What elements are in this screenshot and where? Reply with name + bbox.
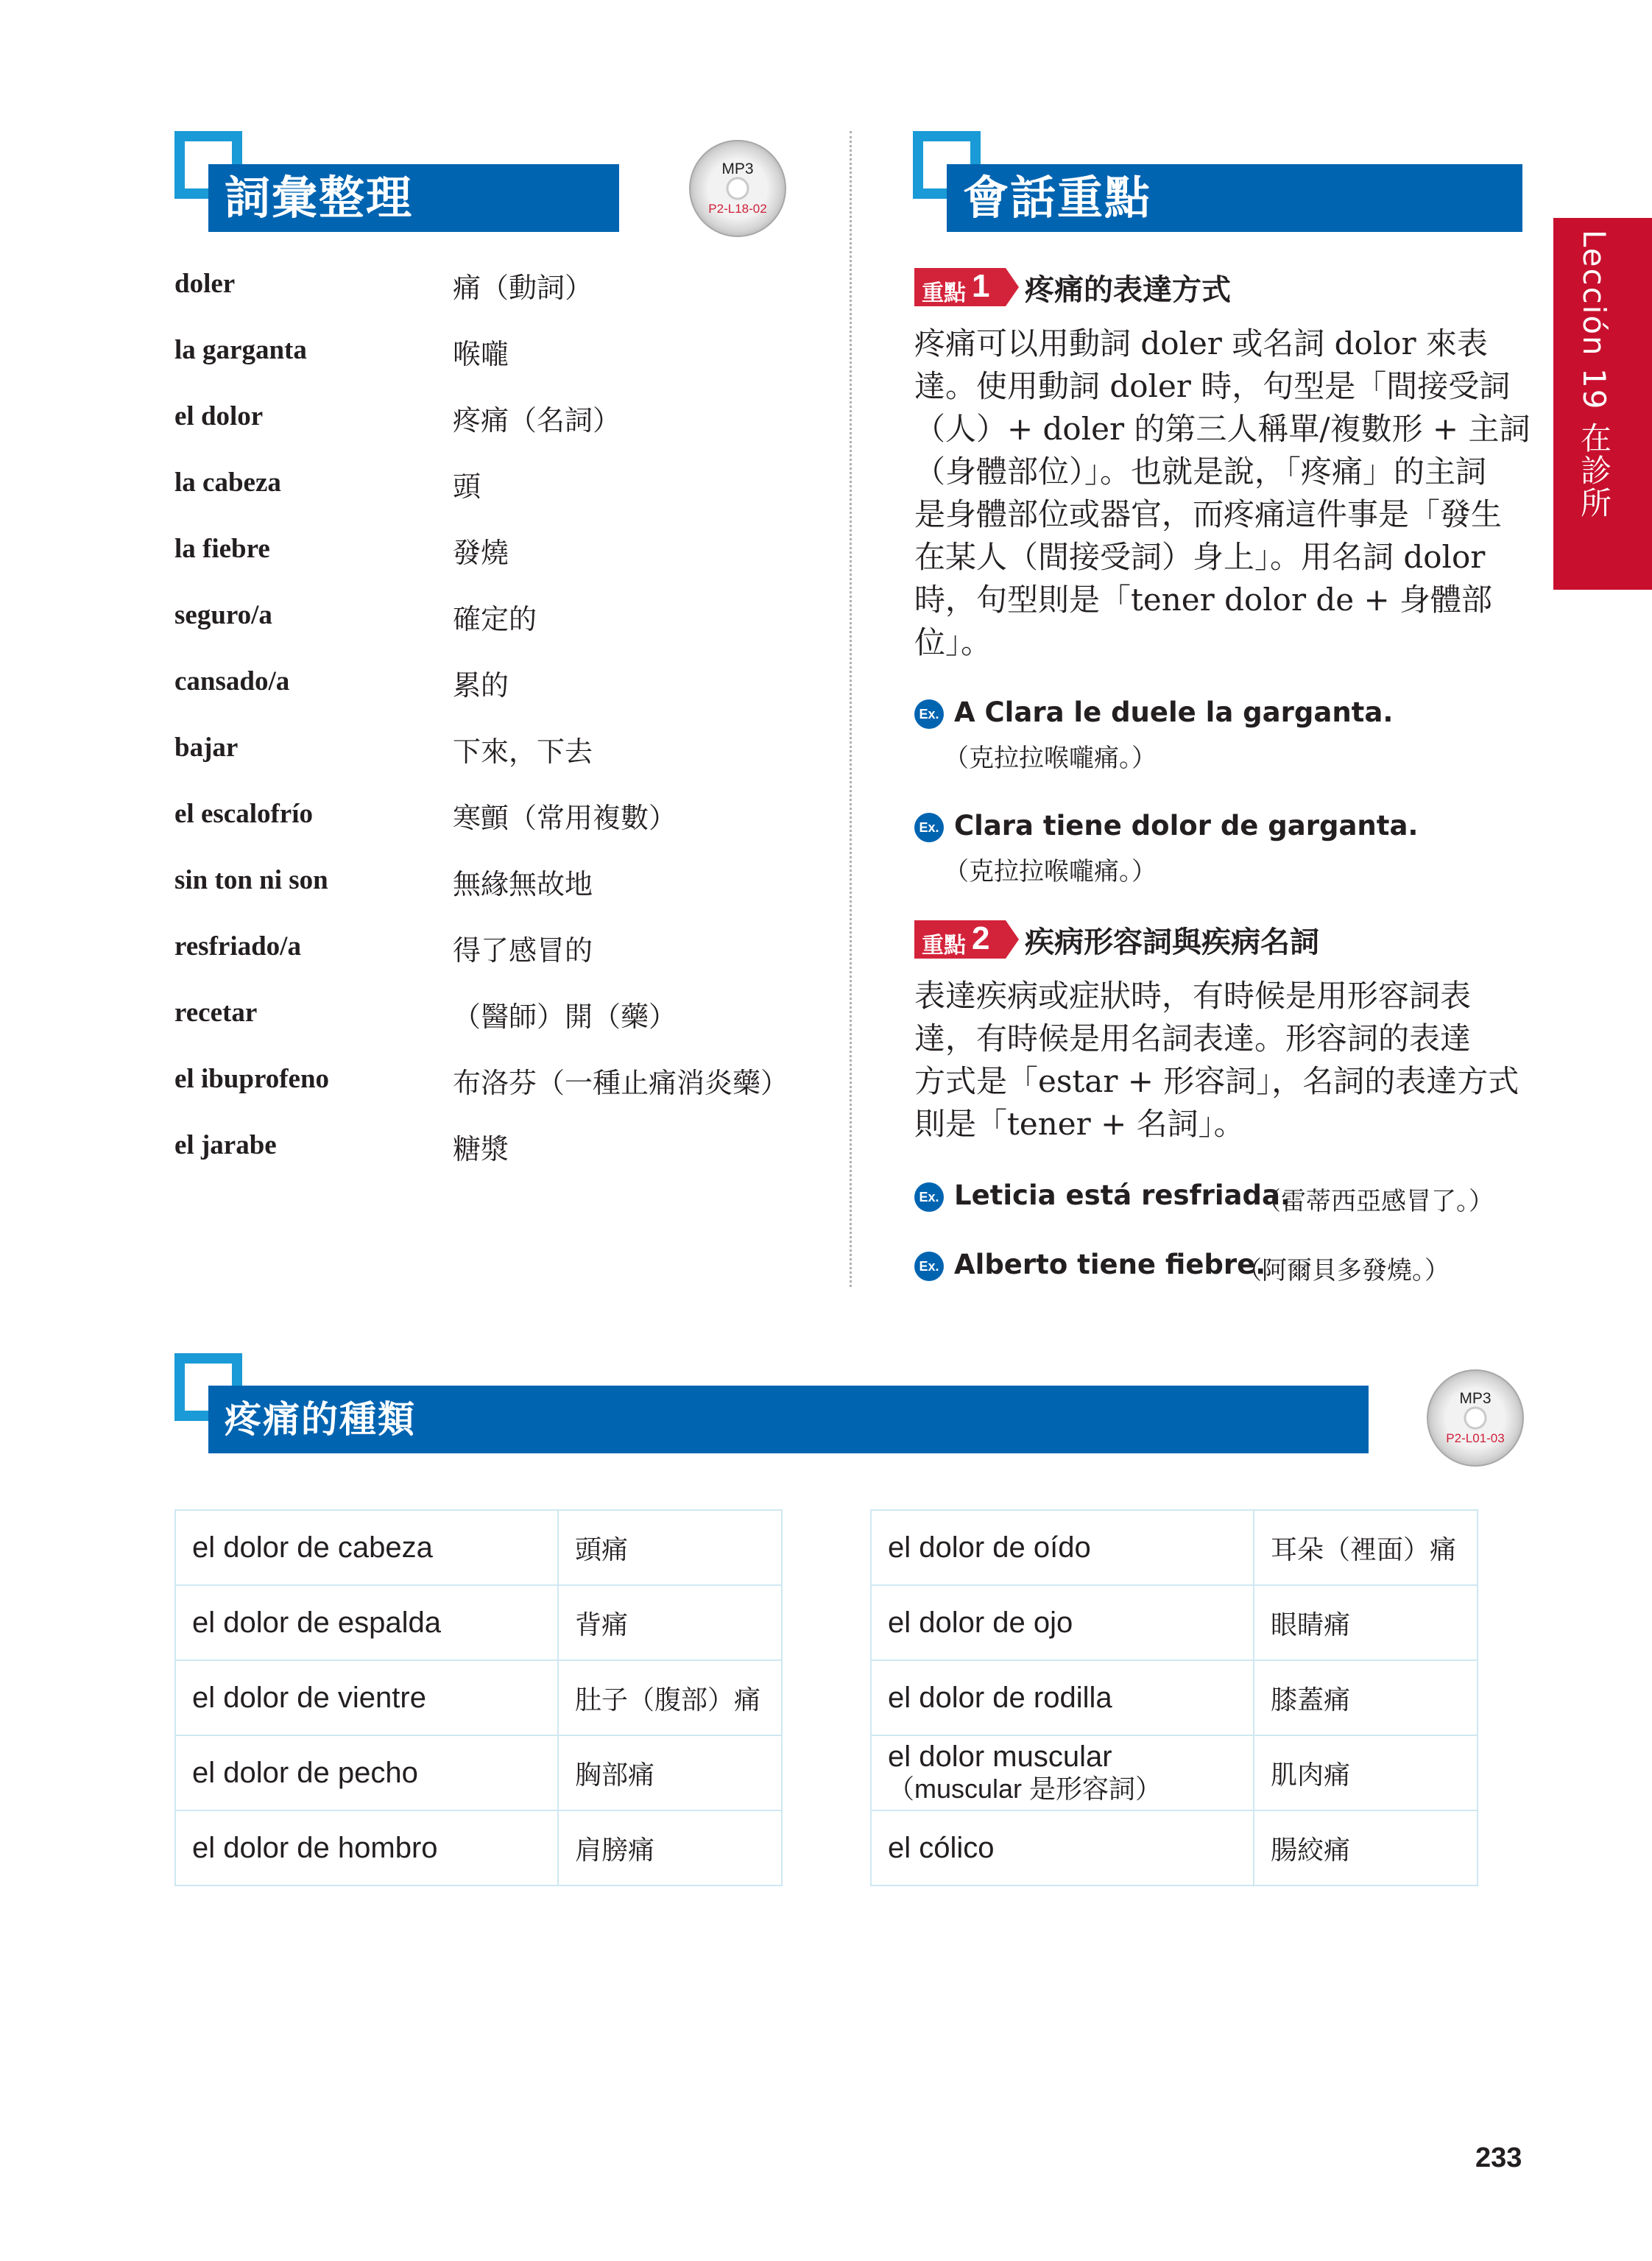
pain-chinese: 膝蓋痛 <box>1254 1660 1478 1735</box>
paragraph-line: 達，有時候是用名詞表達。形容詞的表達 <box>914 1020 1472 1057</box>
table-row <box>871 1810 1478 1886</box>
paragraph-line: 疼痛可以用動詞 doler 或名詞 dolor 來表 <box>914 325 1488 361</box>
mp3-track-code: P2-L01-03 <box>1446 1431 1505 1445</box>
pain-chinese: 耳朵（裡面）痛 <box>1254 1510 1478 1585</box>
pain-chinese: 背痛 <box>558 1585 782 1660</box>
table-row <box>175 1510 782 1585</box>
vocab-spanish: seguro/a <box>174 600 272 630</box>
example-chinese: （克拉拉喉嚨痛。） <box>944 857 1157 886</box>
paragraph-line: 時，句型則是「tener dolor de + 身體部 <box>914 582 1493 618</box>
vocab-spanish: cansado/a <box>174 666 290 696</box>
vocab-spanish: sin ton ni son <box>174 865 328 895</box>
pain-chinese: 腸絞痛 <box>1254 1810 1478 1886</box>
vocab-section-title: 詞彙整理 <box>208 164 619 232</box>
vocab-chinese: 喉嚨 <box>453 338 509 370</box>
vocab-item <box>174 533 837 599</box>
vocab-chinese: 布洛芬（一種止痛消炎藥） <box>453 1067 789 1099</box>
example-icon: Ex. <box>914 1252 944 1281</box>
table-row <box>175 1585 782 1660</box>
point-arrow-icon <box>1006 268 1019 306</box>
vocab-chinese: 得了感冒的 <box>453 934 593 967</box>
vocab-chinese: 寒顫（常用複數） <box>453 802 677 834</box>
pain-spanish: el cólico <box>871 1810 1254 1886</box>
pain-chinese: 肚子（腹部）痛 <box>558 1660 782 1735</box>
pain-chinese: 肩膀痛 <box>558 1810 782 1886</box>
pain-spanish: el dolor de cabeza <box>175 1510 558 1585</box>
mp3-disc-icon <box>689 140 786 237</box>
point-badge <box>914 920 1006 959</box>
pain-chinese: 眼睛痛 <box>1254 1585 1478 1660</box>
vocab-chinese: 痛（動詞） <box>453 272 593 304</box>
vocab-spanish: el jarabe <box>174 1130 277 1160</box>
mp3-label: MP3 <box>721 161 754 177</box>
table-row <box>871 1510 1478 1585</box>
vocab-chinese: 發燒 <box>453 537 509 569</box>
pain-types-table-right <box>870 1509 1478 1886</box>
vocab-spanish: resfriado/a <box>174 931 301 962</box>
example-icon: Ex. <box>914 813 944 842</box>
pain-spanish: el dolor de rodilla <box>871 1660 1254 1735</box>
paragraph-line: 位」。 <box>914 624 992 660</box>
mp3-track-code: P2-L18-02 <box>708 202 767 216</box>
table-row <box>871 1735 1478 1810</box>
point-badge <box>914 268 1006 306</box>
vocab-item <box>174 732 837 798</box>
vocab-item <box>174 334 837 401</box>
pain-spanish-note: （muscular 是形容詞） <box>888 1774 1162 1804</box>
vocab-spanish: el dolor <box>174 401 264 431</box>
point-badge-label: 重點 <box>922 933 966 959</box>
vocab-chinese: 確定的 <box>453 603 537 635</box>
paragraph-line: 方式是「estar + 形容詞」，名詞的表達方式 <box>914 1063 1519 1099</box>
conversation-section-title: 會話重點 <box>947 164 1522 232</box>
vocab-chinese: 累的 <box>453 669 509 702</box>
mp3-label: MP3 <box>1459 1390 1492 1407</box>
example-spanish: A Clara le duele la garganta. <box>954 696 1394 728</box>
vocab-chinese: 頭 <box>453 470 481 503</box>
paragraph-line: 達。使用動詞 doler 時，句型是「間接受詞 <box>914 368 1511 404</box>
point-badge-label: 重點 <box>922 281 966 306</box>
vocab-spanish: la garganta <box>174 335 307 365</box>
example-spanish: Clara tiene dolor de garganta. <box>954 810 1419 842</box>
point-badge-number: 2 <box>972 920 990 956</box>
vocab-spanish: bajar <box>174 733 239 763</box>
vocab-item <box>174 599 837 666</box>
vocab-spanish: recetar <box>174 998 258 1028</box>
vocab-chinese: 下來，下去 <box>453 736 593 768</box>
example-icon: Ex. <box>914 1182 944 1212</box>
example-spanish: Alberto tiene fiebre. <box>954 1249 1266 1280</box>
table-row <box>175 1810 782 1886</box>
pain-spanish-cell <box>871 1735 1254 1810</box>
example-chinese: （克拉拉喉嚨痛。） <box>944 744 1157 773</box>
paragraph-line: 表達疾病或症狀時，有時候是用形容詞表 <box>914 978 1472 1014</box>
pain-spanish: el dolor muscular <box>888 1740 1112 1773</box>
vocab-spanish: la fiebre <box>174 534 270 564</box>
vocab-chinese: 無緣無故地 <box>453 868 593 900</box>
vocab-item <box>174 1129 837 1196</box>
point-arrow-icon <box>1006 920 1019 959</box>
vocab-item <box>174 864 837 931</box>
example-chinese: （阿爾貝多發燒。） <box>1237 1256 1450 1285</box>
example-chinese: （雷蒂西亞感冒了。） <box>1256 1187 1494 1216</box>
vocab-chinese: 糖漿 <box>453 1133 509 1165</box>
vocab-chinese: （醫師）開（藥） <box>453 1001 677 1033</box>
vocab-item <box>174 798 837 864</box>
example-icon: Ex. <box>914 699 944 729</box>
point-title: 疾病形容詞與疾病名詞 <box>1025 925 1319 959</box>
vocab-item <box>174 1063 837 1129</box>
table-row <box>871 1660 1478 1735</box>
pain-chinese: 肌肉痛 <box>1254 1735 1478 1810</box>
vocab-item <box>174 467 837 533</box>
pain-spanish: el dolor de oído <box>871 1510 1254 1585</box>
table-row <box>175 1735 782 1810</box>
vocab-item <box>174 931 837 997</box>
vocab-chinese: 疼痛（名詞） <box>453 404 621 437</box>
table-row <box>175 1660 782 1735</box>
paragraph-line: 則是「tener + 名詞」。 <box>914 1106 1245 1142</box>
vocab-spanish: el escalofrío <box>174 799 313 829</box>
pain-spanish: el dolor de pecho <box>175 1735 558 1810</box>
mp3-disc-icon <box>1427 1369 1524 1467</box>
vocab-spanish: el ibuprofeno <box>174 1064 330 1094</box>
point-title: 疼痛的表達方式 <box>1025 273 1231 307</box>
table-row <box>871 1585 1478 1660</box>
pain-types-section-title: 疼痛的種類 <box>208 1386 1369 1453</box>
pain-types-table-left <box>174 1509 783 1886</box>
vocab-item <box>174 401 837 467</box>
vocab-item <box>174 666 837 732</box>
example-spanish: Leticia está resfriada. <box>954 1179 1291 1211</box>
vocab-spanish: doler <box>174 269 236 299</box>
point-badge-number: 1 <box>972 268 990 304</box>
vocab-spanish: la cabeza <box>174 468 281 498</box>
pain-spanish: el dolor de espalda <box>175 1585 558 1660</box>
vocab-item <box>174 997 837 1063</box>
page-number: 233 <box>1475 2142 1522 2173</box>
paragraph-line: （人）+ doler 的第三人稱單/複數形 + 主詞 <box>914 411 1531 447</box>
chapter-tab-label: Lección 19 在診所 <box>1576 230 1612 519</box>
pain-chinese: 胸部痛 <box>558 1735 782 1810</box>
vocab-item <box>174 268 837 334</box>
paragraph-line: 在某人（間接受詞）身上」。用名詞 dolor <box>914 539 1486 575</box>
pain-spanish: el dolor de hombro <box>175 1810 558 1886</box>
paragraph-line: 是身體部位或器官，而疼痛這件事是「發生 <box>914 496 1503 532</box>
column-divider <box>850 131 852 1287</box>
pain-spanish: el dolor de ojo <box>871 1585 1254 1660</box>
pain-spanish: el dolor de vientre <box>175 1660 558 1735</box>
pain-chinese: 頭痛 <box>558 1510 782 1585</box>
paragraph-line: （身體部位）」。也就是說，「疼痛」的主詞 <box>914 454 1487 490</box>
